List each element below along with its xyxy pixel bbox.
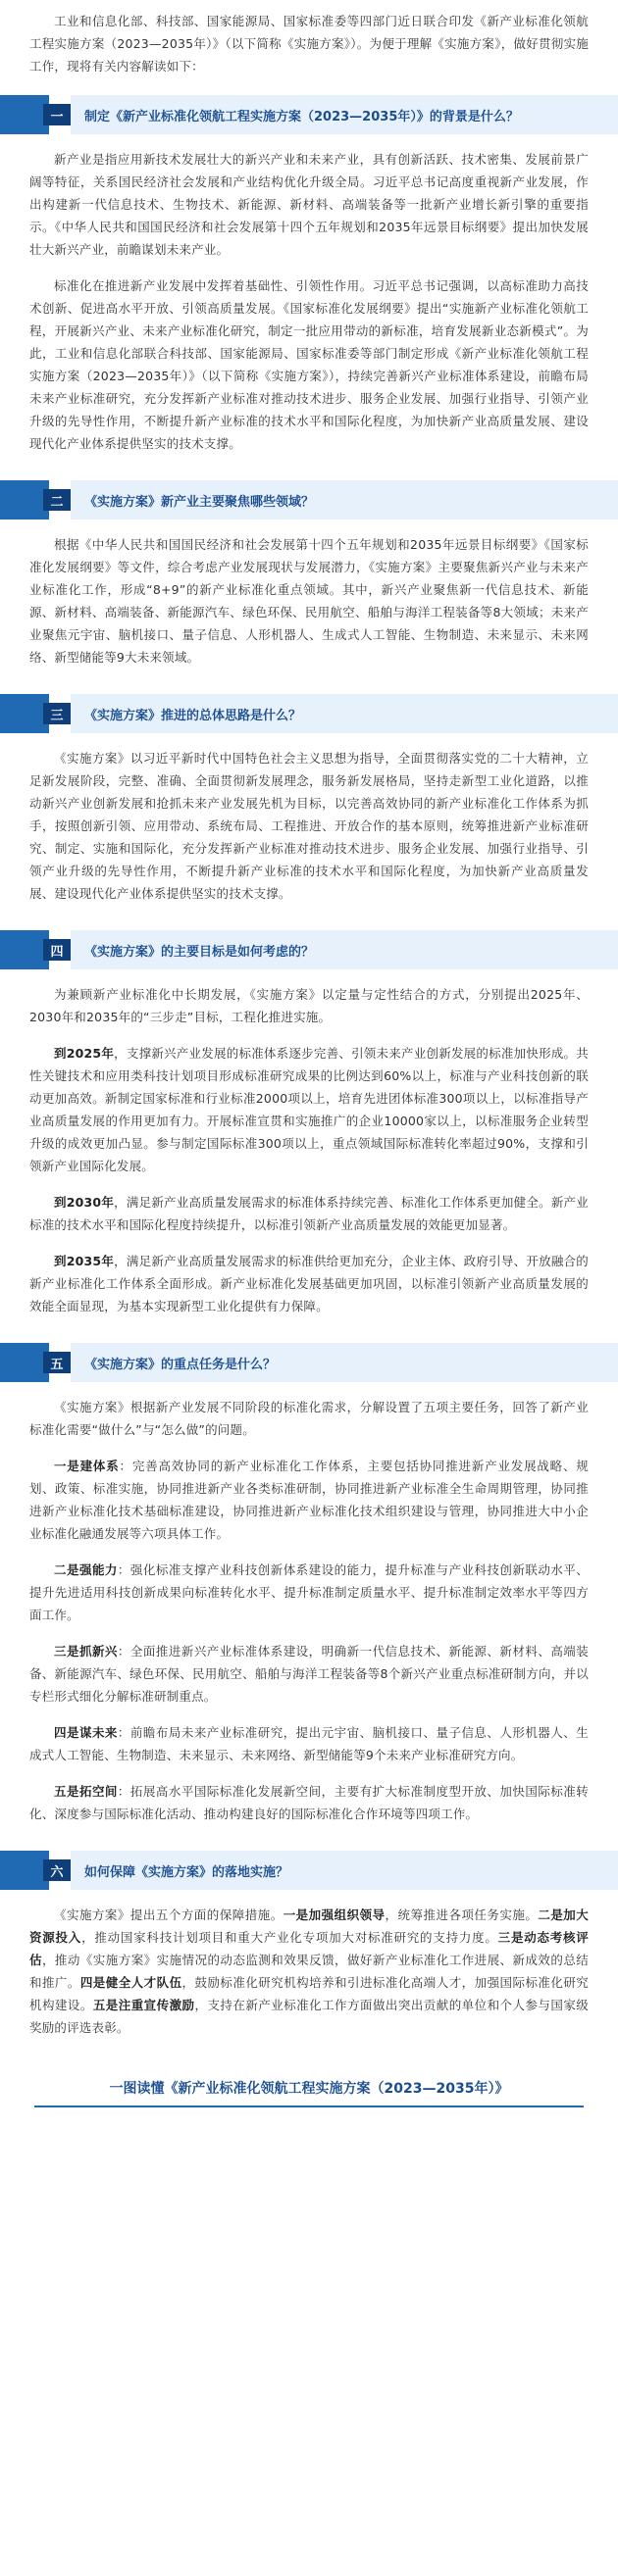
section-title: 《实施方案》的主要目标是如何考虑的？ bbox=[84, 944, 315, 960]
section-number-badge: 六 bbox=[43, 1859, 71, 1881]
lead-in-label: 二是加大资源投入 bbox=[29, 1907, 589, 1945]
paragraph: 为兼顾新产业标准化中长期发展，《实施方案》以定量与定性结合的方式，分别提出2025年、2030年和2035年的“三步走”目标，工程化推进实施。 bbox=[29, 987, 589, 1024]
lead-in-label: 到2035年 bbox=[54, 1254, 115, 1268]
section-header-2 bbox=[0, 480, 618, 520]
paragraph: 《实施方案》以习近平新时代中国特色社会主义思想为指导，全面贯彻落实党的二十大精神，立足新发展阶段，完整、准确、全面贯彻新发展理念，服务新发展格局，坚持走新型工业化道路，以推动新兴产业创新发展和抢抓未来产业发展先机为目标，以完善高效协同的新产业标准化工作体系为抓手，按照创新引领、应用带动、系统布局、工程推进、开放合作的基本原则，统筹推进新产业标准研究、制定、实施和国际化，充分发挥新产业标准对推动技术进步、服务企业发展、加强行业指导、引领产业升级的先导性作用，不断提升新产业标准的技术水平和国际化程度，为加快新产业高质量发展、建设现代化产业体系提供坚实的技术支撑。 bbox=[29, 751, 589, 901]
intro-paragraph: 工业和信息化部、科技部、国家能源局、国家标准委等四部门近日联合印发《新产业标准化领航工程实施方案（2023—2035年）》（以下简称《实施方案》）。为便于理解《实施方案》，做好贯彻实施工作，现将有关内容解读如下： bbox=[29, 14, 589, 74]
paragraph: 四是谋未来：前瞻布局未来产业标准研究，提出元宇宙、脑机接口、量子信息、人形机器人、生成式人工智能、生物制造、未来显示、未来网络、新型储能等9个未来产业标准研究方向。 bbox=[29, 1725, 589, 1762]
section-title-bar bbox=[71, 1851, 618, 1890]
section-body-6 bbox=[29, 1904, 589, 2039]
section-header-5 bbox=[0, 1343, 618, 1382]
section-body-5 bbox=[29, 1396, 589, 1825]
paragraph: 到2030年，满足新产业高质量发展需求的标准体系持续完善、标准化工作体系更加健全。新产业标准的技术水平和国际化程度持续提升，以标准引领新产业高质量发展的效能更加显著。 bbox=[29, 1195, 589, 1232]
section-title-bar bbox=[71, 480, 618, 520]
paragraph: 三是抓新兴：全面推进新兴产业标准体系建设，明确新一代信息技术、新能源、新材料、高端装备、新能源汽车、绿色环保、民用航空、船舶与海洋工程装备等8个新兴产业重点标准研制方向，并以专栏形式细化分解标准研制重点。 bbox=[29, 1644, 589, 1704]
section-accent-bar bbox=[0, 1343, 49, 1382]
section-body-1 bbox=[29, 148, 589, 455]
section-header-3 bbox=[0, 694, 618, 733]
lead-in-label: 五是注重宣传激励 bbox=[92, 1998, 195, 2012]
lead-in-label: 三是动态考核评估 bbox=[29, 1930, 589, 1967]
section-number-badge: 三 bbox=[43, 703, 71, 724]
section-title: 制定《新产业标准化领航工程实施方案（2023—2035年）》的背景是什么？ bbox=[84, 109, 519, 124]
paragraph: 标准化在推进新产业发展中发挥着基础性、引领性作用。习近平总书记强调，以高标准助力高技术创新、促进高水平开放、引领高质量发展。《国家标准化发展纲要》提出“实施新产业标准化领航工程，开展新兴产业、未来产业标准化研究，制定一批应用带动的新标准，培育发展新业态新模式”。为此，工业和信息化部联合科技部、国家能源局、国家标准委等部门制定形成《新产业标准化领航工程实施方案（2023—2035年）》（以下简称《实施方案》），持续完善新兴产业标准体系建设，前瞻布局未来产业标准研究，充分发挥新产业标准对推动技术进步、服务企业发展、加强行业指导、引领产业升级的先导性作用，不断提升新产业标准的技术水平和国际化程度，为加快新产业高质量发展、建设现代化产业体系提供坚实的技术支撑。 bbox=[29, 278, 589, 451]
lead-in-label: 一是加强组织领导 bbox=[283, 1907, 386, 1922]
paragraph: 到2025年，支撑新兴产业发展的标准体系逐步完善、引领未来产业创新发展的标准加快形成。共性关键技术和应用类科技计划项目形成标准研究成果的比例达到60%以上，标准与产业科技创新的联动更加高效。新制定国家标准和行业标准2000项以上，培育先进团体标准300项以上，以标准指导产业高质量发展的作用更加有力。开展标准宣贯和实施推广的企业10000家以上，以标准服务企业转型升级的成效更加凸显。参与制定国际标准300项以上，重点领域国际标准转化率超过90%，支撑和引领新产业国际化发展。 bbox=[29, 1046, 589, 1173]
section-accent-bar bbox=[0, 930, 49, 969]
section-header-6 bbox=[0, 1851, 618, 1890]
section-title-bar bbox=[71, 95, 618, 134]
section-title-bar bbox=[71, 930, 618, 969]
section-body-4 bbox=[29, 983, 589, 1317]
infographic-link-title[interactable]: 一图读懂《新产业标准化领航工程实施方案（2023—2035年）》 bbox=[109, 2081, 509, 2097]
section-title: 《实施方案》新产业主要聚焦哪些领域？ bbox=[84, 494, 315, 510]
paragraph: 根据《中华人民共和国国民经济和社会发展第十四个五年规划和2035年远景目标纲要》《国家标准化发展纲要》等文件，综合考虑产业发展现状与发展潜力，《实施方案》主要聚焦新兴产业与未来产业标准化工作，形成“8+9”的新产业标准化重点领域。其中，新兴产业聚焦新一代信息技术、新能源、新材料、高端装备、新能源汽车、绿色环保、民用航空、船舶与海洋工程装备等8大领域；未来产业聚焦元宇宙、脑机接口、量子信息、人形机器人、生成式人工智能、生物制造、未来显示、未来网络、新型储能等9大未来领域。 bbox=[29, 537, 589, 665]
section-number-badge: 四 bbox=[43, 939, 71, 961]
lead-in-label: 三是抓新兴 bbox=[54, 1644, 118, 1659]
section-title: 《实施方案》的重点任务是什么？ bbox=[84, 1357, 277, 1372]
lead-in-label: 五是拓空间 bbox=[54, 1784, 118, 1799]
section-number-badge: 二 bbox=[43, 489, 71, 511]
paragraph: 《实施方案》提出五个方面的保障措施。一是加强组织领导，统筹推进各项任务实施。二是加大资源投入，推动国家科技计划项目和重大产业化专项加大对标准研究的支持力度。三是动态考核评估，推动《实施方案》实施情况的动态监测和效果反馈，做好新产业标准化工作进展、新成效的总结和推广。四是健全人才队伍，鼓励标准化研究机构培养和引进标准化高端人才，加强国际标准化研究机构建设。五是注重宣传激励，支持在新产业标准化工作方面做出突出贡献的单位和个人参与国家级奖励的评选表彰。 bbox=[29, 1907, 589, 2035]
section-title-bar bbox=[71, 694, 618, 733]
lead-in-label: 到2030年 bbox=[54, 1195, 115, 1210]
paragraph: 五是拓空间：拓展高水平国际标准化发展新空间，主要有扩大标准制度型开放、加快国际标准转化、深度参与国际标准化活动、推动构建良好的国际标准化合作环境等四项工作。 bbox=[29, 1784, 589, 1821]
lead-in-label: 一是建体系 bbox=[54, 1459, 120, 1473]
section-title: 《实施方案》推进的总体思路是什么？ bbox=[84, 708, 302, 723]
paragraph: 二是强能力：强化标准支撑产业科技创新体系建设的能力，提升标准与产业科技创新联动水平、提升先进适用科技创新成果向标准转化水平、提升标准制定质量水平、提升标准制定效率水平等四方面工作。 bbox=[29, 1562, 589, 1622]
lead-in-label: 四是谋未来 bbox=[54, 1725, 118, 1740]
paragraph: 《实施方案》根据新产业发展不同阶段的标准化需求，分解设置了五项主要任务，回答了新产业标准化需要“做什么”与“怎么做”的问题。 bbox=[29, 1400, 589, 1437]
section-title: 如何保障《实施方案》的落地实施？ bbox=[84, 1864, 289, 1880]
lead-in-label: 到2025年 bbox=[54, 1046, 115, 1061]
section-body-2 bbox=[29, 533, 589, 669]
paragraph: 一是建体系：完善高效协同的新产业标准化工作体系，主要包括协同推进新产业发展战略、规划、政策、标准实施，协同推进新产业各类标准研制，协同推进新产业标准全生命周期管理，协同推进新产业标准化技术基础标准建设，协同推进新产业标准化技术组织建设与管理，协同推进大中小企业标准化融通发展等六项具体工作。 bbox=[29, 1459, 589, 1541]
section-header-1 bbox=[0, 95, 618, 134]
section-accent-bar bbox=[0, 480, 49, 520]
section-number-badge: 五 bbox=[43, 1352, 71, 1373]
section-header-4 bbox=[0, 930, 618, 969]
paragraph: 新产业是指应用新技术发展壮大的新兴产业和未来产业，具有创新活跃、技术密集、发展前景广阔等特征，关系国民经济社会发展和产业结构优化升级全局。习近平总书记高度重视新产业发展，作出构建新一代信息技术、生物技术、新能源、新材料、高端装备等一批新产业增长新引擎的重要指示。《中华人民共和国国民经济和社会发展第十四个五年规划和2035年远景目标纲要》提出加快发展壮大新兴产业，前瞻谋划未来产业。 bbox=[29, 152, 589, 257]
section-title-bar bbox=[71, 1343, 618, 1382]
lead-in-label: 四是健全人才队伍 bbox=[79, 1975, 182, 1990]
paragraph: 到2035年，满足新产业高质量发展需求的标准供给更加充分，企业主体、政府引导、开放融合的新产业标准化工作体系全面形成。新产业标准化发展基础更加巩固，以标准引领新产业高质量发展的效能全面显现，为基本实现新型工业化提供有力保障。 bbox=[29, 1254, 589, 1313]
section-accent-bar bbox=[0, 95, 49, 134]
section-number-badge: 一 bbox=[43, 104, 71, 125]
section-accent-bar bbox=[0, 1851, 49, 1890]
section-body-3 bbox=[29, 747, 589, 905]
lead-in-label: 二是强能力 bbox=[54, 1562, 118, 1577]
footer-divider bbox=[34, 2105, 584, 2107]
section-accent-bar bbox=[0, 694, 49, 733]
